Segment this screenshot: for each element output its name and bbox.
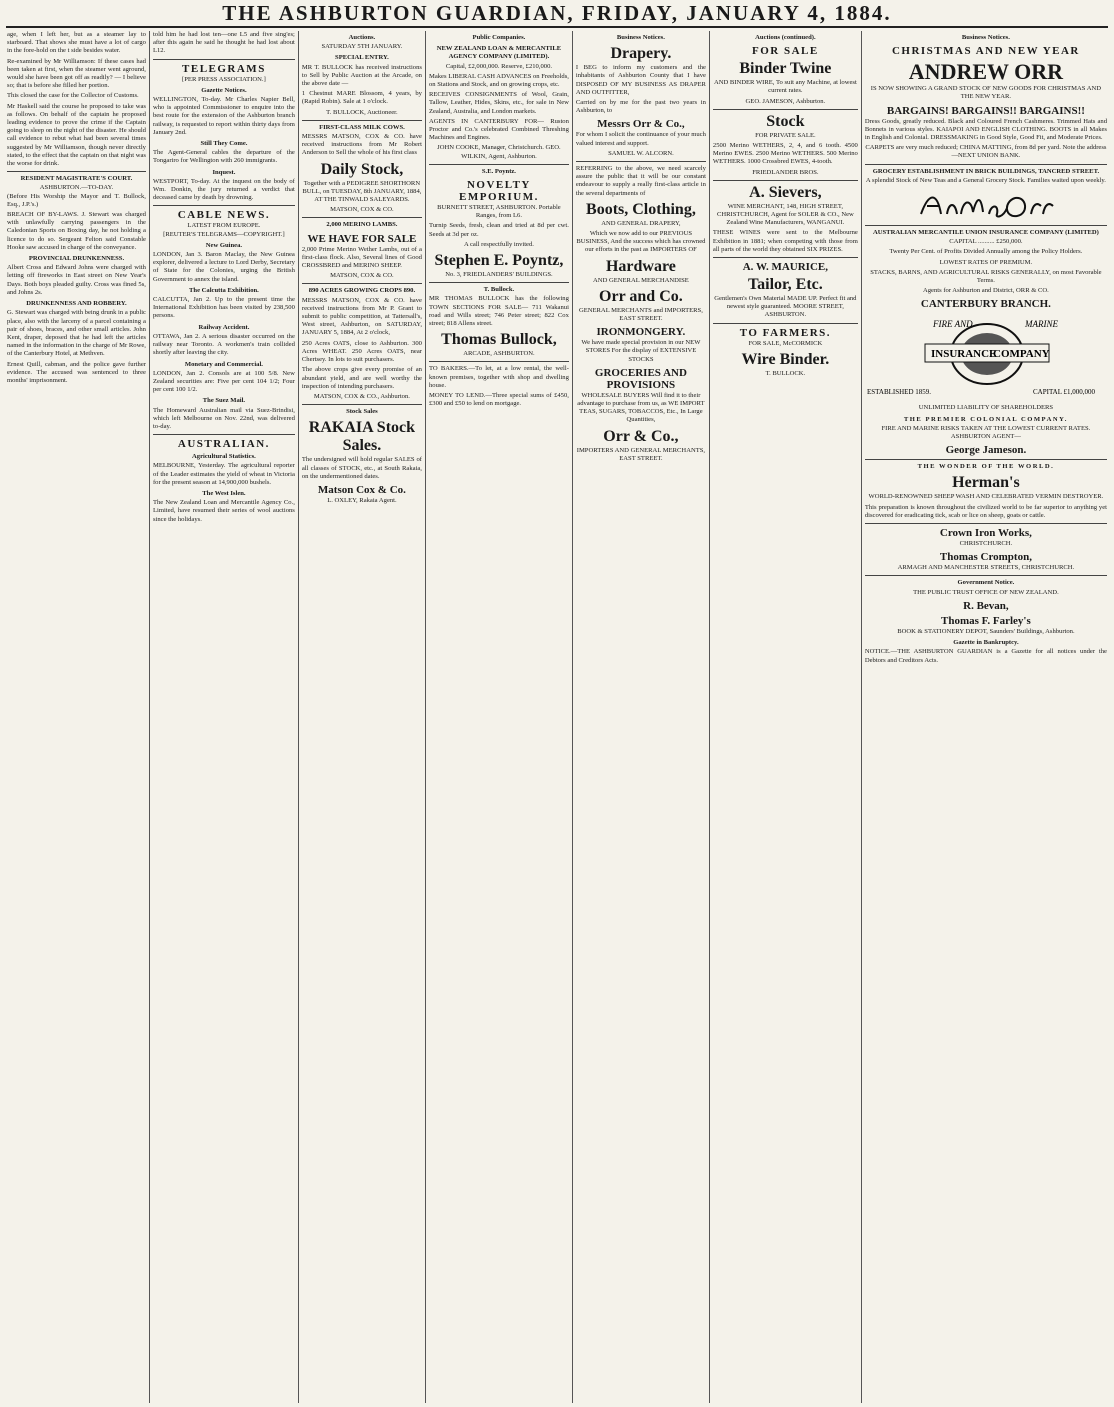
advert-signature: GEO. JAMESON, Ashburton. bbox=[745, 97, 826, 105]
section-heading: TELEGRAMS bbox=[182, 62, 266, 75]
display-heading: RAKAIA Stock Sales. bbox=[308, 419, 416, 455]
divider bbox=[429, 282, 569, 283]
section-heading: Gazette in Bankruptcy. bbox=[953, 639, 1019, 647]
advert-signature: FRIEDLANDER BROS. bbox=[752, 168, 819, 176]
article-paragraph: RECEIVES CONSIGNMENTS of Wool, Grain, Tallow, Leather, Hides, Skins, etc., for sale in New Zealand, Australia, and London markets. bbox=[428, 91, 569, 115]
advert-signature: MATSON, COX & CO., Ashburton. bbox=[313, 392, 410, 400]
display-heading: Thomas Bullock, bbox=[441, 331, 557, 349]
article-paragraph: age, when I left her, but as a steamer lay to starboard. That shows she must have a lot of cargo in the fore-hold on the t side besides water. bbox=[7, 31, 146, 55]
display-heading: CHRISTMAS AND NEW YEAR bbox=[891, 45, 1080, 58]
section-heading: Gazette Notices. bbox=[201, 86, 247, 94]
article-paragraph: G. Stewart was charged with being drunk in a public place, also with the larceny of a parcel containing a pair of shoes, braces, and other small articles. John Kent, draper, deposed that he had left the articles named in the information in the charge of Mr Rowe, of the Canterbury Hotel, at Methven. bbox=[7, 309, 146, 358]
article-paragraph: LOWEST RATES OF PREMIUM. bbox=[939, 258, 1033, 266]
article-paragraph: THESE WINES were sent to the Melbourne Exhibition in 1881; when competing with those from all parts of the world they obtained SIX PRIZES. bbox=[712, 229, 858, 253]
article-paragraph: MR THOMAS BULLOCK has the following TOWN SECTIONS FOR SALE— 711 Wakanui road and Wills street; 746 Peter street; 822 Cox street; 818 Allens street. bbox=[428, 295, 569, 328]
section-subheading: ASHBURTON.—TO-DAY. bbox=[39, 184, 114, 192]
display-heading: Boots, Clothing, bbox=[586, 200, 696, 218]
display-heading: Binder Twine bbox=[739, 60, 832, 78]
advert-signature: JOHN COOKE, Manager, Christchurch. GEO. WILKIN, Agent, Ashburton. bbox=[437, 144, 561, 160]
display-heading: Crown Iron Works, bbox=[939, 527, 1032, 540]
article-paragraph: MONEY TO LEND.—Three special sums of £450, £300 and £50 to lend on mortgage. bbox=[428, 392, 569, 408]
article-paragraph: AND GENERAL DRAPERY, bbox=[601, 219, 681, 227]
advert-signature: L. OXLEY, Rakaia Agent. bbox=[327, 496, 397, 504]
section-heading: FIRST-CLASS MILK COWS. bbox=[319, 123, 405, 131]
article-paragraph: 2,000 Prime Merino Wether Lambs, out of a first-class flock. Also, Several lines of Good CROSSBRED and MERINO SHEEP. bbox=[301, 245, 422, 270]
column-1 bbox=[4, 31, 150, 1403]
display-heading: Thomas F. Farley's bbox=[941, 614, 1031, 627]
article-paragraph: ARCADE, ASHBURTON. bbox=[463, 350, 535, 358]
article-paragraph: MESSRS MATSON, COX & CO. have received instructions from Mr Robert Anderson to Sell the whole of his first class bbox=[301, 133, 422, 157]
article-paragraph: The Homeward Australian mail via Suez-Brindisi, which left Melbourne on Nov. 22nd, was delivered to-day. bbox=[152, 406, 295, 430]
section-heading: The Suez Mail. bbox=[202, 397, 246, 405]
section-heading: Inquest. bbox=[212, 168, 236, 176]
divider bbox=[865, 164, 1107, 165]
display-heading: BARGAINS! BARGAINS!! BARGAINS!! bbox=[886, 104, 1085, 117]
divider bbox=[7, 171, 146, 172]
divider bbox=[865, 225, 1107, 226]
article-paragraph: 2500 Merino WETHERS, 2, 4, and 6 tooth. 4500 Merino EWES. 2500 Merino WETHERS. 500 Merino WETHERS. 1000 Crossbred EWES, 4-tooth. bbox=[712, 142, 858, 166]
section-heading: DRUNKENNESS AND ROBBERY. bbox=[26, 300, 127, 308]
crest-company-label: COMPANY bbox=[992, 348, 1050, 361]
display-heading: Thomas Crompton, bbox=[939, 551, 1032, 564]
newspaper-title: THE ASHBURTON GUARDIAN, FRIDAY, JANUARY 4, 1884. bbox=[222, 0, 892, 25]
article-paragraph: Gentlemen's Own Material MADE UP. Perfect fit and newest style guaranteed. MOORE STREET, ASHBURTON. bbox=[714, 295, 857, 319]
section-heading: CABLE NEWS. bbox=[177, 209, 271, 222]
display-heading: R. Bevan, bbox=[963, 599, 1009, 612]
article-paragraph: This preparation is known throughout the civilized world to be far superior to anything yet discovered for eradicating tick, scab or lice on sheep, goats or cattle. bbox=[864, 503, 1107, 519]
section-heading: Railway Accident. bbox=[198, 323, 250, 331]
divider bbox=[302, 283, 422, 284]
section-heading: AUSTRALIAN. bbox=[177, 438, 270, 451]
article-paragraph: MELBOURNE, Yesterday. The agricultural reporter of the Leader estimates the yield of wheat in Victoria for the present season at 14,900,000 bushels. bbox=[152, 462, 295, 486]
article-paragraph: REFERRING to the above, we need scarcely assure the public that it will be our constant endeavour to supply a really first-class article in the several departments of bbox=[575, 165, 706, 197]
display-heading: Hardware bbox=[605, 257, 676, 275]
section-subheading: [PER PRESS ASSOCIATION.] bbox=[182, 75, 266, 83]
article-paragraph: LONDON, Jan 3. Baron Maclay, the New Guinea explorer, delivered a lecture to Lord Derby, Secretary of State for the Colonies, urging the British Government to annex the island. bbox=[152, 251, 295, 283]
column-7 bbox=[862, 31, 1110, 1403]
divider bbox=[429, 361, 569, 362]
article-paragraph: This closed the case for the Collector of Customs. bbox=[7, 92, 139, 100]
section-heading: Still They Come. bbox=[200, 140, 248, 148]
article-paragraph: STACKS, BARNS, AND AGRICULTURAL RISKS GENERALLY, on most Favorable Terms. bbox=[870, 268, 1102, 285]
article-paragraph: Re-examined by Mr Williamson: If these cases had been taken at first, when the steamer went aground, would she have been got off as readily? — I believe so; that is before she filled her portion. bbox=[7, 57, 146, 90]
article-paragraph: WESTPORT, To-day. At the inquest on the body of Wm. Donkin, the jury returned a verdict that deceased came by death by drowning. bbox=[152, 177, 295, 202]
article-paragraph: FOR SALE, McCORMICK bbox=[748, 339, 823, 347]
article-paragraph: CARPETS are very much reduced; CHINA MATTING, from 8d per yard. Note the address—NEXT UNION BANK. bbox=[865, 144, 1107, 160]
divider bbox=[713, 180, 858, 181]
article-paragraph: Turnip Seeds, fresh, clean and tried at 8d per cwt. Seeds at 3d per oz. bbox=[428, 222, 569, 238]
article-paragraph: TO BAKERS.—To let, at a low rental, the well-known premises, together with shop and dwelling house. bbox=[428, 365, 569, 389]
column-2 bbox=[150, 31, 299, 1403]
article-paragraph: Agents for Ashburton and District, ORR & CO. bbox=[923, 287, 1049, 295]
display-heading: Wire Binder. bbox=[741, 350, 830, 368]
section-heading: RESIDENT MAGISTRATE'S COURT. bbox=[20, 175, 133, 183]
section-heading: Monetary and Commercial. bbox=[184, 360, 263, 368]
article-paragraph: Makes LIBERAL CASH ADVANCES on Freeholds, on Stations and Stock, and on growing crops, etc. bbox=[428, 72, 569, 89]
display-heading: ANDREW ORR bbox=[908, 59, 1064, 85]
article-paragraph: A splendid Stock of New Teas and a General Grocery Stock. Families waited upon weekly. bbox=[865, 176, 1106, 184]
section-heading: Auctions. bbox=[348, 34, 376, 41]
section-heading: Auctions (continued). bbox=[755, 34, 816, 41]
article-paragraph: FOR PRIVATE SALE. bbox=[755, 131, 816, 139]
article-paragraph: ARMAGH AND MANCHESTER STREETS, CHRISTCHURCH. bbox=[897, 564, 1075, 572]
article-paragraph: (Before His Worship the Mayor and T. Bullock, Esq., J.P.'s.) bbox=[7, 192, 146, 208]
masthead bbox=[6, 0, 1108, 28]
section-heading: Business Notices. bbox=[961, 34, 1010, 41]
andrew-orr-signature bbox=[911, 188, 1061, 222]
article-paragraph: BURNETT STREET, ASHBURTON. Portable Ranges, from L6. bbox=[437, 204, 561, 220]
divider bbox=[302, 120, 422, 121]
article-paragraph: UNLIMITED LIABILITY OF SHAREHOLDERS bbox=[918, 404, 1054, 412]
section-heading: Government Notice. bbox=[957, 579, 1015, 587]
divider bbox=[865, 459, 1107, 460]
display-heading: WE HAVE FOR SALE bbox=[307, 232, 417, 245]
crest-fire-label: FIRE AND bbox=[932, 319, 973, 330]
article-paragraph: Twenty Per Cent. of Profits Divided Annually among the Policy Holders. bbox=[889, 248, 1083, 256]
article-paragraph: NOTICE.—THE ASHBURTON GUARDIAN is a Gazette for all notices under the Debtors and Creditors Acts. bbox=[864, 648, 1107, 664]
display-heading: Matson Cox & Co. bbox=[317, 483, 406, 496]
article-paragraph: FIRE AND MARINE RISKS TAKEN AT THE LOWEST CURRENT RATES. ASHBURTON AGENT— bbox=[881, 424, 1091, 441]
section-heading: The West Islen. bbox=[202, 489, 246, 497]
article-paragraph: MR T. BULLOCK has received instructions to Sell by Public Auction at the Arcade, on the above date — bbox=[301, 63, 422, 88]
divider bbox=[153, 434, 295, 435]
article-paragraph: Albert Cross and Edward Johns were charged with letting off fireworks in East street on New Year's Days. Both boys pleaded guilty. Cross was fined 5s, and Johns 2s. bbox=[7, 264, 146, 296]
section-heading: New Guinea. bbox=[205, 241, 243, 249]
section-subheading: LATEST FROM EUROPE. bbox=[187, 222, 261, 230]
newspaper-page bbox=[4, 31, 1110, 1403]
section-heading: PROVINCIAL DRUNKENNESS. bbox=[28, 255, 125, 263]
article-paragraph: MESSRS MATSON, COX & CO. have received instructions from Mr P. Grant to submit to public competition, at Tattersall's, West street, Ashburton, on SATURDAY, JANUARY 5, 1884, At 2 o'clock, bbox=[301, 296, 422, 337]
article-paragraph: Together with a PEDIGREE SHORTHORN BULL, on TUESDAY, 8th JANUARY, 1884, AT THE TINWALD SALEYARDS. bbox=[302, 179, 422, 204]
article-paragraph: WELLINGTON, To-day. Mr Charles Napier Bell, who is appointed Commissioner to enquire into the best route for the extension of the Ashburton branch railway, is requested to report within thirty days from January 2nd. bbox=[152, 96, 295, 136]
display-heading: George Jameson. bbox=[945, 444, 1027, 457]
display-heading: IRONMONGERY. bbox=[596, 326, 686, 339]
crest-marine-label: MARINE bbox=[1024, 319, 1058, 330]
divider bbox=[429, 164, 569, 165]
article-paragraph: 1 Chestnut MARE Blossom, 4 years, by (Rapid Robin). Sale at 1 o'clock. bbox=[301, 90, 422, 106]
section-heading: T. Bullock. bbox=[483, 286, 515, 294]
display-heading: Stock bbox=[766, 112, 805, 130]
article-paragraph: OTTAWA, Jan 2. A serious disaster occurred on the railway near Toronto. A workmen's train collided shortly after leaving the city. bbox=[152, 332, 295, 357]
article-paragraph: IMPORTERS AND GENERAL MERCHANTS, EAST STREET. bbox=[576, 446, 706, 462]
article-paragraph: The above crops give every promise of an abundant yield, and are well worthy the inspection of intending purchasers. bbox=[301, 366, 422, 390]
insurance-company-crest bbox=[865, 314, 1109, 400]
section-heading: Business Notices. bbox=[616, 34, 665, 41]
section-heading: 890 ACRES GROWING CROPS 890. bbox=[308, 287, 416, 295]
display-heading: Herman's bbox=[952, 474, 1020, 492]
display-heading: NOVELTY EMPORIUM. bbox=[459, 179, 539, 204]
crest-insurance-label: INSURANCE bbox=[930, 348, 997, 361]
article-paragraph: 250 Acres OATS, close to Ashburton. 300 Acres WHEAT. 250 Acres OATS, near Chertsey. In lots to suit purchasers. bbox=[301, 339, 422, 364]
divider bbox=[153, 205, 295, 206]
column-4 bbox=[426, 31, 573, 1403]
crest-established-label: ESTABLISHED 1859. bbox=[866, 388, 931, 397]
article-paragraph: Carried on by me for the past two years in Ashburton, to bbox=[575, 99, 706, 115]
section-heading: Stock Sales bbox=[346, 408, 378, 416]
divider bbox=[153, 59, 295, 60]
article-paragraph: AND BINDER WIRE, To suit any Machine, at lowest current rates. bbox=[713, 79, 857, 95]
column-6 bbox=[710, 31, 862, 1403]
display-heading: TO FARMERS. bbox=[739, 326, 831, 339]
section-heading: S.E. Poyntz. bbox=[481, 167, 516, 175]
section-heading: THE WONDER OF THE WORLD. bbox=[917, 463, 1055, 471]
display-heading: A. W. MAURICE, bbox=[742, 261, 828, 274]
section-heading: 2,000 MERINO LAMBS. bbox=[326, 221, 398, 229]
article-paragraph: WHOLESALE BUYERS Will find it to their advantage to purchase from us, as WE IMPORT TEAS, SUGARS, TOBACCOS, Etc., In Large Quantities, bbox=[577, 391, 705, 424]
article-paragraph: Ernest Quill, cabman, and the police gave further evidence. The accused was sentenced to three months' imprisonment. bbox=[7, 360, 146, 384]
display-heading: Tailor, Etc. bbox=[747, 276, 823, 294]
article-paragraph: LONDON, Jan 2. Consols are at 100 5/8. New Zealand securities are: Five per cent 104 1/2; Four per cent 100 1/2. bbox=[152, 369, 295, 394]
article-paragraph: WORLD-RENOWNED SHEEP WASH AND CELEBRATED VERMIN DESTROYER. bbox=[868, 493, 1104, 501]
section-heading: SPECIAL ENTRY. bbox=[335, 54, 389, 62]
article-paragraph: BREACH OF BY-LAWS. J. Stewart was charged with unlawfully carrying passengers in the Caledonian Sports on Boxing day, he not holding a licence to do so. Sergeant Felton said Constable Hooke saw accused in charge of the conveyance. bbox=[7, 211, 146, 251]
section-heading: GROCERY ESTABLISHMENT IN BRICK BUILDINGS, TANCRED STREET. bbox=[872, 167, 1100, 175]
article-paragraph: IS NOW SHOWING A GRAND STOCK OF NEW GOODS FOR CHRISTMAS AND THE NEW YEAR. bbox=[870, 85, 1102, 101]
article-paragraph: SATURDAY 5TH JANUARY. bbox=[321, 43, 403, 51]
divider bbox=[302, 217, 422, 218]
advert-signature: MATSON, COX & CO. bbox=[330, 272, 394, 280]
display-heading: FOR SALE bbox=[752, 45, 819, 58]
section-heading: THE PREMIER COLONIAL COMPANY. bbox=[903, 415, 1068, 423]
advert-signature: T. BULLOCK. bbox=[765, 369, 806, 377]
article-paragraph: told him he had lost ten—one L5 and five sing'es; after this again he said he thought he had lost about L12. bbox=[152, 31, 295, 55]
display-heading: Daily Stock, bbox=[320, 160, 404, 178]
crest-capital-label: CAPITAL £1,000,000 bbox=[1032, 388, 1095, 397]
section-heading: Public Companies. bbox=[472, 34, 526, 41]
display-heading: Drapery. bbox=[610, 45, 672, 63]
divider bbox=[302, 404, 422, 405]
display-heading: Orr and Co. bbox=[599, 287, 683, 305]
divider bbox=[865, 575, 1107, 576]
display-heading: CANTERBURY BRANCH. bbox=[920, 298, 1051, 311]
article-paragraph: BOOK & STATIONERY DEPOT, Saunders' Buildings, Ashburton. bbox=[897, 627, 1075, 635]
article-paragraph: We have made special provision in our NEW STORES For the display of EXTENSIVE STOCKS bbox=[581, 339, 701, 363]
section-subheading: [REUTER'S TELEGRAMS—COPYRIGHT.] bbox=[163, 230, 285, 238]
section-heading: Agricultural Statistics. bbox=[192, 453, 256, 461]
divider bbox=[713, 257, 858, 258]
section-heading: The Calcutta Exhibition. bbox=[189, 286, 259, 294]
article-paragraph: CALCUTTA, Jan 2. Up to the present time the International Exhibition has been visited by 238,500 persons. bbox=[152, 296, 295, 320]
display-heading: A. Sievers, bbox=[749, 183, 822, 201]
article-paragraph: Dress Goods, greatly reduced. Black and Coloured French Cashmeres. Trimmed Hats and Bonnets in various styles. KAIAPOI AND ENGLISH CLOTHING. BOOTS in all Makes in English and Colonial. DRESSMAKING in Good Style, Good Fit, and Moderate Prices. bbox=[864, 117, 1107, 142]
article-paragraph: CAPITAL .......... £250,000. bbox=[949, 238, 1023, 246]
advert-signature: SAMUEL W. ALCORN. bbox=[608, 149, 674, 157]
article-paragraph: The undersigned will hold regular SALES of all classes of STOCK, etc., at South Rakaia, on the undermentioned dates. bbox=[301, 456, 422, 480]
article-paragraph: Mr Haskell said the course he proposed to take was as follows. On behalf of the captain he proposed leading evidence to prove the crime if the Captain going to sleep on the night of the disaster. He should call evidence to rebut what had been several times suggested by Mr Williamson, though never directly stated, to the effect that the captain on that night was the worse for drink. bbox=[7, 102, 146, 168]
article-paragraph: WINE MERCHANT, 148, HIGH STREET, CHRISTCHURCH, Agent for SOLER & CO., New Zealand Wine Manufacturers, WANGANUI. bbox=[716, 202, 854, 227]
section-heading: NEW ZEALAND LOAN & MERCANTILE AGENCY COMPANY (LIMITED). bbox=[436, 45, 562, 61]
section-heading: AUSTRALIAN MERCANTILE UNION INSURANCE COMPANY (LIMITED) bbox=[872, 229, 1099, 237]
article-paragraph: Capital, £2,000,000. Reserve, £210,000. bbox=[445, 62, 553, 70]
advert-signature: T. BULLOCK, Auctioneer. bbox=[326, 108, 398, 116]
divider bbox=[576, 161, 706, 162]
display-heading: Messrs Orr & Co., bbox=[597, 118, 685, 131]
article-paragraph: The New Zealand Loan and Mercantile Agency Co., Limited, have resumed their series of wool auctions since the holidays. bbox=[152, 499, 295, 523]
advert-signature: MATSON, COX & CO. bbox=[330, 206, 394, 214]
article-paragraph: No. 3, FRIEDLANDERS' BUILDINGS. bbox=[445, 271, 553, 279]
article-paragraph: For whom I solicit the continuance of your much valued interest and support. bbox=[575, 131, 706, 147]
article-paragraph: AGENTS IN CANTERBURY FOR— Ruston Proctor and Co.'s celebrated Combined Threshing Machines and Engines. bbox=[428, 117, 569, 142]
article-paragraph: A call respectfully invited. bbox=[463, 240, 534, 248]
display-heading: Stephen E. Poyntz, bbox=[434, 252, 564, 270]
article-paragraph: CHRISTCHURCH. bbox=[959, 540, 1013, 548]
display-heading: GROCERIES AND PROVISIONS bbox=[594, 366, 687, 391]
divider bbox=[865, 523, 1107, 524]
article-paragraph: AND GENERAL MERCHANDISE bbox=[593, 276, 689, 284]
article-paragraph: THE PUBLIC TRUST OFFICE OF NEW ZEALAND. bbox=[913, 588, 1059, 596]
article-paragraph: I BEG to inform my customers and the inhabitants of Ashburton County that I have DISPOSED OF MY BUSINESS AS DRAPER AND OUTFITTER, bbox=[575, 64, 706, 96]
display-heading: Orr & Co., bbox=[603, 427, 679, 445]
article-paragraph: The Agent-General cables the departure of the Tongariro for Wellington with 260 immigrants. bbox=[152, 149, 295, 165]
column-5 bbox=[573, 31, 710, 1403]
divider bbox=[713, 323, 858, 324]
column-3 bbox=[299, 31, 426, 1403]
divider bbox=[713, 109, 858, 110]
article-paragraph: Which we now add to our PREVIOUS BUSINESS, And the success which has crowned our efforts in the past as IMPORTERS OF bbox=[576, 230, 706, 254]
article-paragraph: GENERAL MERCHANTS and IMPORTERS, EAST STREET. bbox=[578, 306, 703, 323]
